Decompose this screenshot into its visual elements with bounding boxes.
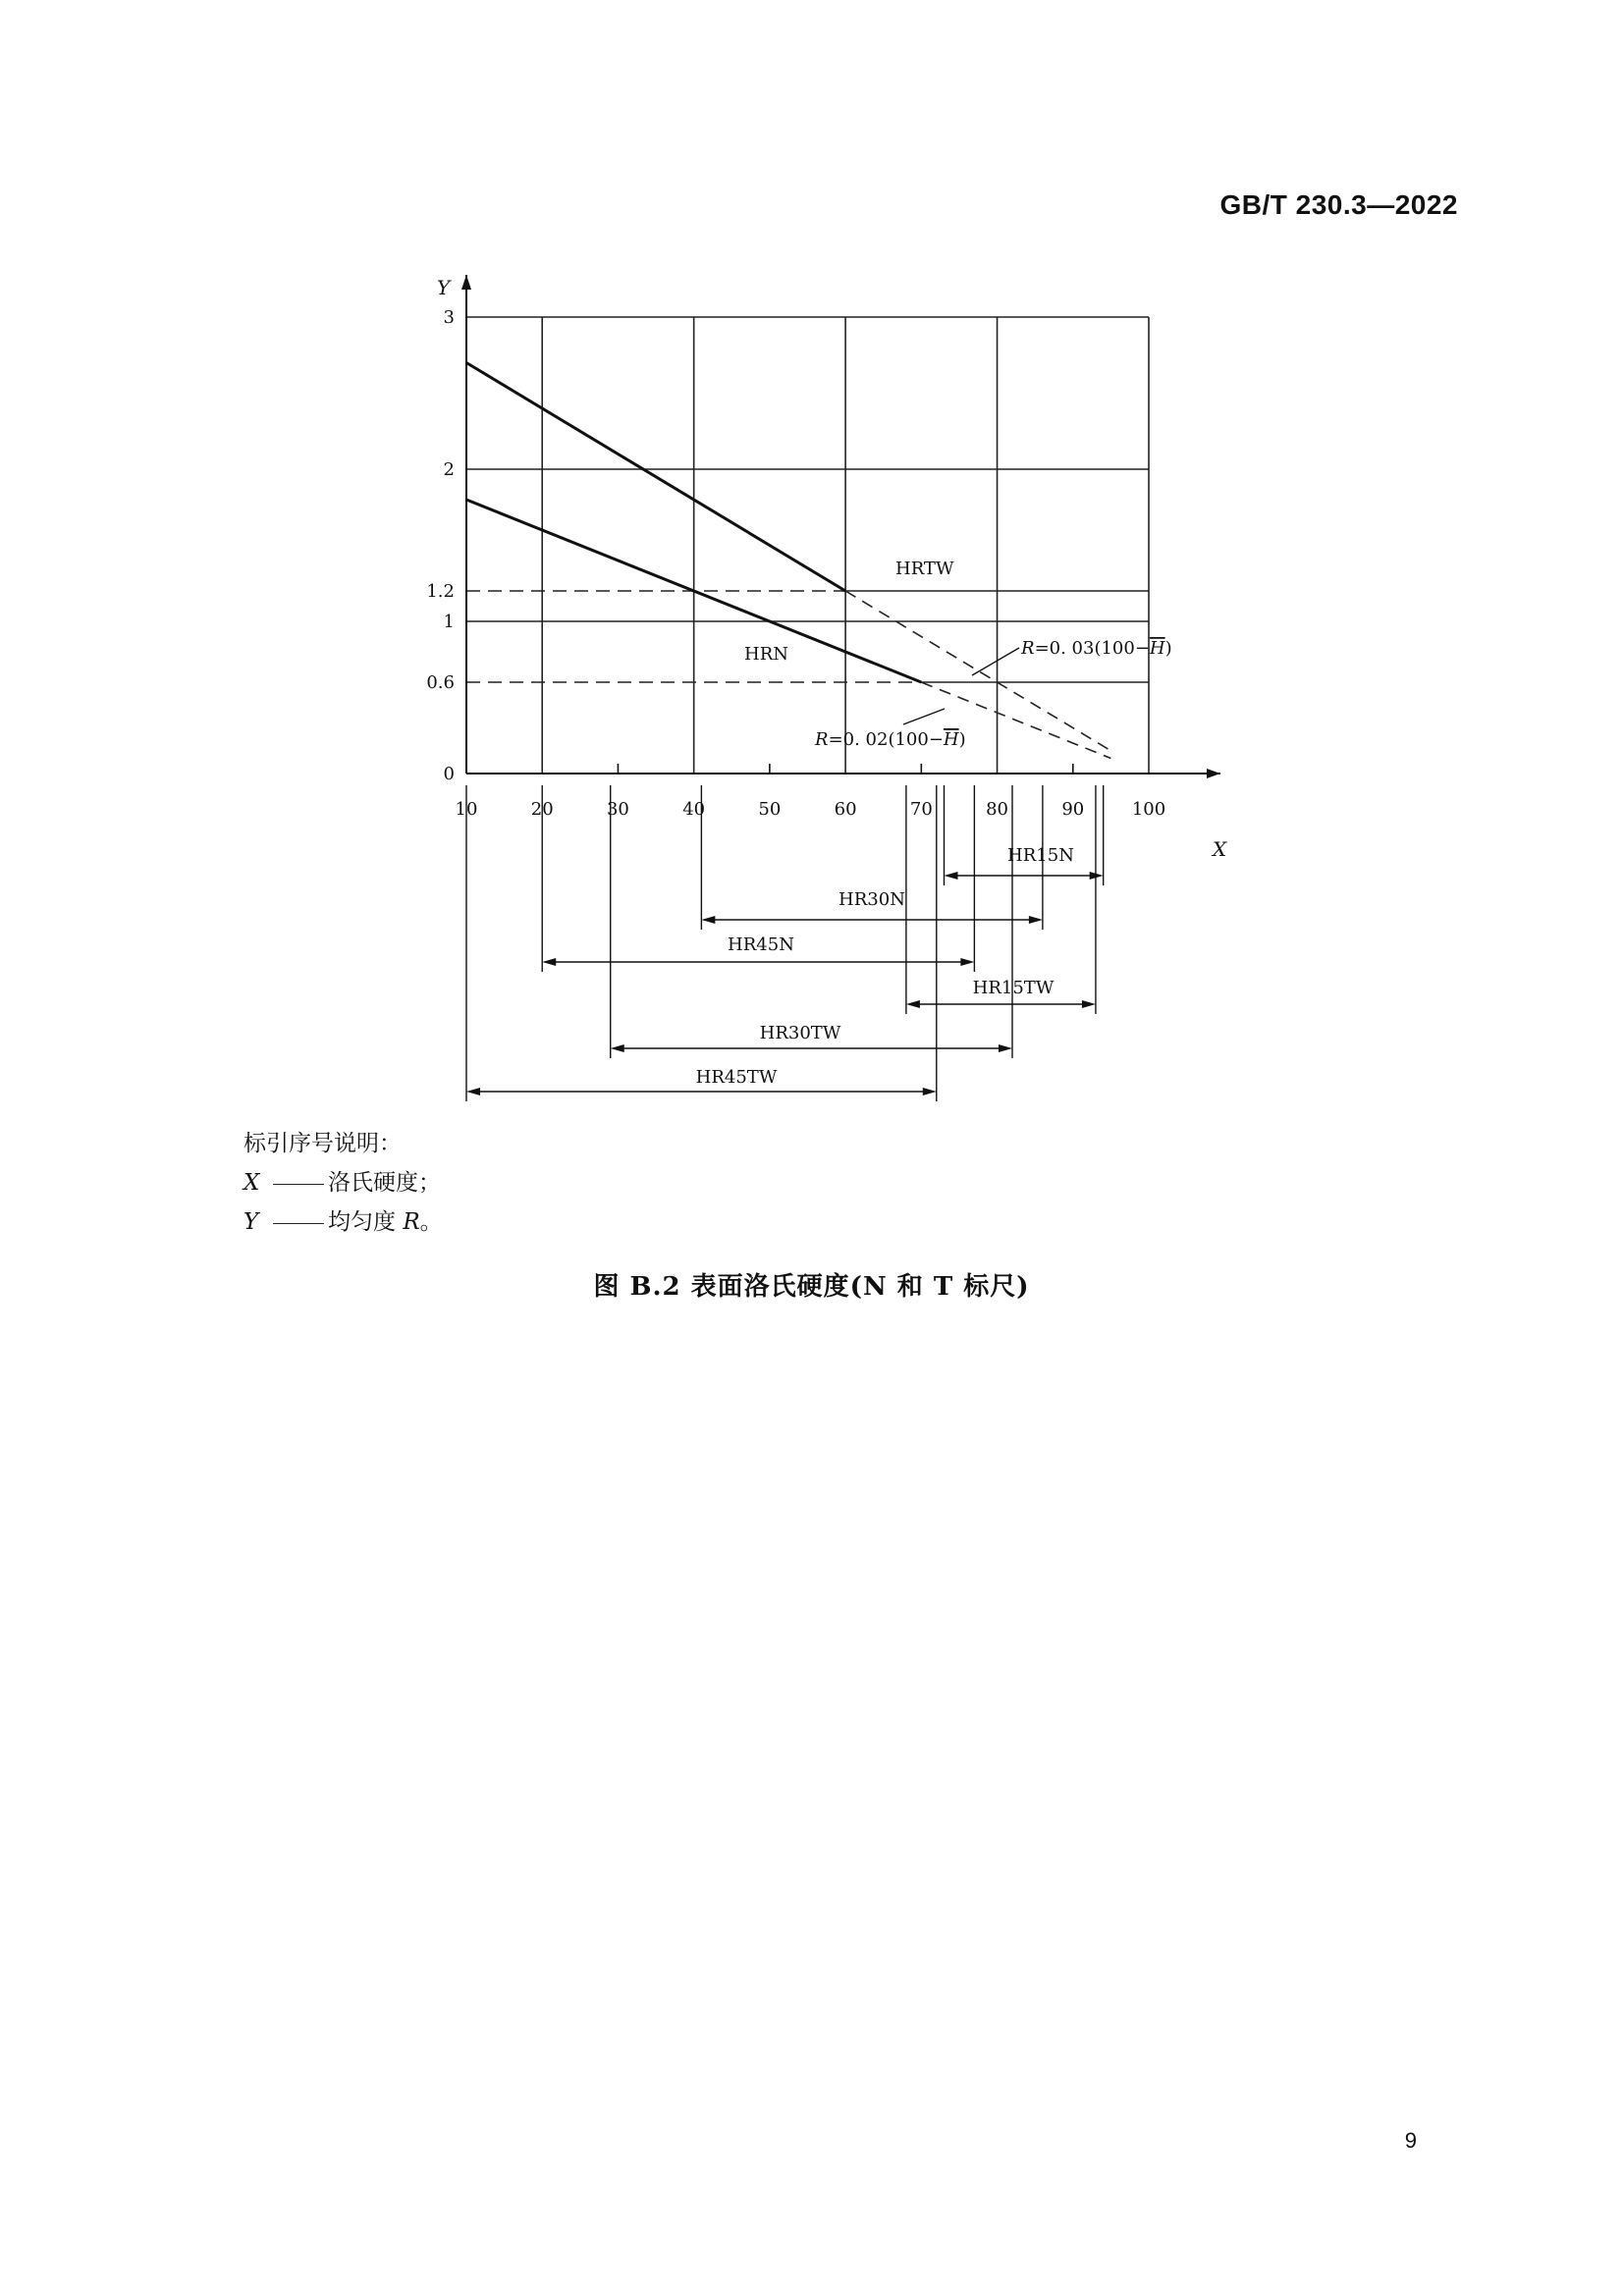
annotation-leader <box>972 648 1019 675</box>
figure-caption: 图 B.2 表面洛氏硬度(N 和 T 标尺) <box>593 1272 1030 1302</box>
series-label-hrtw: HRTW <box>895 559 954 579</box>
y-tick-label: 0.6 <box>426 672 455 693</box>
legend-title: 标引序号说明： <box>243 1131 402 1156</box>
range-arrow-head <box>923 1088 937 1095</box>
series-line-solid <box>466 363 845 592</box>
chart-axes <box>426 275 1227 861</box>
range-arrow-head <box>701 916 715 924</box>
legend-dash <box>273 1223 324 1224</box>
formula-annotation-hrn: R=0. 02(100−H) <box>815 729 966 750</box>
legend-dash <box>273 1184 324 1185</box>
x-tick-label: 100 <box>1131 799 1166 820</box>
range-label: HR15N <box>1007 845 1074 866</box>
range-arrow-head <box>1090 872 1104 880</box>
y-axis-label: Y <box>437 276 451 299</box>
y-tick-label: 1.2 <box>426 581 455 602</box>
scale-ranges <box>466 785 1104 1101</box>
y-tick-label: 1 <box>443 612 455 632</box>
x-axis-arrow <box>1207 769 1220 778</box>
range-arrow-head <box>999 1044 1012 1052</box>
legend-item-y <box>243 1202 443 1242</box>
legend-block <box>243 1124 443 1242</box>
range-label: HR30N <box>839 889 905 910</box>
legend-var-r: R <box>403 1209 420 1235</box>
legend-symbol-y: Y <box>243 1209 259 1235</box>
range-arrow-head <box>906 1000 920 1008</box>
y-axis-arrow <box>461 275 471 290</box>
series-label-hrn: HRN <box>744 644 788 665</box>
x-tick-label: 70 <box>909 799 933 820</box>
annotation-leader <box>903 709 945 724</box>
chart-labels <box>744 559 1172 750</box>
range-label: HR30TW <box>759 1023 841 1043</box>
range-label: HR45N <box>728 934 794 955</box>
legend-symbol-x: X <box>243 1170 260 1196</box>
x-tick-label: 50 <box>758 799 782 820</box>
standard-code: GB/T 230.3—2022 <box>1219 189 1458 220</box>
range-label: HR45TW <box>695 1067 778 1088</box>
x-tick-label: 20 <box>530 799 554 820</box>
series-line-dashed <box>845 591 1110 751</box>
legend-tail: 。 <box>419 1209 443 1235</box>
y-tick-label: 3 <box>443 307 455 328</box>
range-arrow-head <box>1082 1000 1096 1008</box>
hardness-uniformity-chart <box>0 0 1623 1139</box>
formula-annotation-hrtw: R=0. 03(100−H) <box>1021 638 1172 659</box>
x-axis-label: X <box>1213 837 1227 861</box>
x-tick-label: 90 <box>1061 799 1085 820</box>
y-tick-label: 0 <box>443 764 455 784</box>
chart-grid <box>466 317 1149 774</box>
page-number: 9 <box>1404 2128 1417 2153</box>
x-tick-label: 80 <box>986 799 1009 820</box>
x-tick-label: 60 <box>834 799 857 820</box>
x-tick-label: 40 <box>682 799 706 820</box>
legend-item-x <box>243 1163 443 1202</box>
range-arrow-head <box>542 958 556 966</box>
range-arrow-head <box>466 1088 480 1095</box>
range-arrow-head <box>611 1044 624 1052</box>
range-arrow-head <box>945 872 958 880</box>
range-arrow-head <box>1029 916 1043 924</box>
x-tick-label: 30 <box>606 799 629 820</box>
range-label: HR15TW <box>972 978 1055 998</box>
x-tick-label: 10 <box>455 799 478 820</box>
legend-text-x: 洛氏硬度； <box>328 1170 441 1196</box>
range-arrow-head <box>960 958 974 966</box>
legend-text-y: 均匀度 <box>328 1209 396 1235</box>
y-tick-label: 2 <box>443 459 455 480</box>
chart-series <box>466 363 1110 759</box>
